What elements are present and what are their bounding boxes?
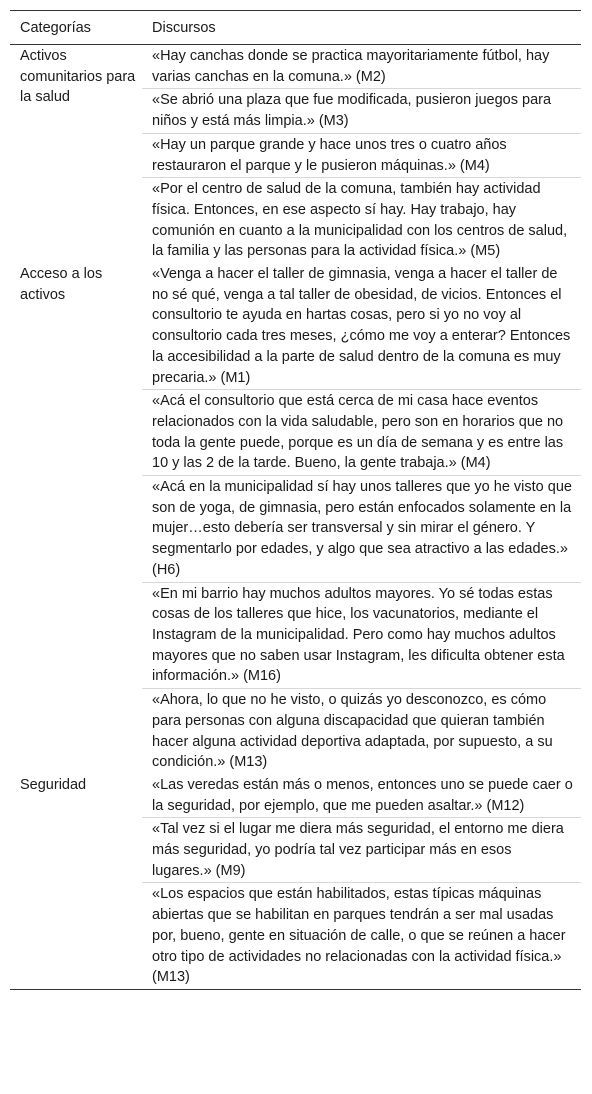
category-cell: Activos comunitarios para la salud [20,48,136,105]
quote-item: «Ahora, lo que no he visto, o quizás yo desconozco, es cómo para personas con alguna discapacidad que quieran también hacer alguna actividad deportiva adaptada, por supuesto, a su condición.» (M13) [152,692,553,771]
quote-item: «Venga a hacer el taller de gimnasia, venga a hacer el taller de no sé qué, venga a tal taller de obesidad, de vicios. Entonces el consultorio te ayuda en hartas cosas, pero si yo no voy al consultorio cada tres meses, ¿cómo me voy a enterar? Entonces la accesibilidad a la parte de salud dentro de la comuna es muy precaria.» (M1) [142,263,581,390]
quote-item: «Los espacios que están habilitados, estas típicas máquinas abiertas que se habilitan en parques tendrán a ser mal usadas por, bueno, gente en situación de calle, o que se reúnen a hacer otro tipo de actividades no relacionadas con la actividad física.» (M13) [152,886,566,986]
quote-item: «Se abrió una plaza que fue modificada, pusieron juegos para niños y está más limpia.» (M3) [142,89,581,133]
table-row [10,45,581,263]
table-row [10,774,581,989]
discourse-table [10,10,581,990]
category-cell: Acceso a los activos [20,266,103,303]
category-cell: Seguridad [20,776,87,793]
quote-item: «En mi barrio hay muchos adultos mayores. Yo sé todas estas cosas de los talleres que hice, los vacunatorios, mediante el Instagram de la municipalidad. Pero como hay muchos adultos mayores que no saben usar Instagram, les dificulta obtener esta información.» (M16) [142,583,581,690]
header-discursos: Discursos [152,19,216,36]
table-body [10,45,581,989]
quote-item: «Acá en la municipalidad sí hay unos talleres que yo he visto que son de yoga, de gimnasia, pero están enfocados solamente en la mujer…esto debería ser transversal y sin mirar el género. Y segmentarlo por edades, y algo que sea atractivo a las edades.» (H6) [142,476,581,583]
table-row [10,263,581,774]
quote-item: «Hay canchas donde se practica mayoritariamente fútbol, hay varias canchas en la comuna.» (M2) [142,45,581,89]
quotes-cell [142,774,581,989]
header-categorias: Categorías [20,19,91,36]
quotes-cell [142,45,581,263]
quote-item: «Las veredas están más o menos, entonces uno se puede caer o la seguridad, por ejemplo, que me pueden asaltar.» (M12) [142,774,581,818]
quote-item: «Por el centro de salud de la comuna, también hay actividad física. Entonces, en ese aspecto sí hay. Hay trabajo, hay comunión en cuanto a la municipalidad con los centros de salud, la familia y las personas para la actividad física.» (M5) [152,181,568,260]
table-header [10,11,581,45]
quote-item: «Acá el consultorio que está cerca de mi casa hace eventos relacionados con la vida saludable, pero son en horarios que no toda la gente puede, porque es un día de semana y es entre las 10 y las 2 de la tarde. Bueno, la gente trabaja.» (M4) [142,390,581,476]
quote-item: «Tal vez si el lugar me diera más seguridad, el entorno me diera más seguridad, yo podría tal vez participar más en esos lugares.» (M9) [142,818,581,883]
quote-item: «Hay un parque grande y hace unos tres o cuatro años restauraron el parque y le pusieron máquinas.» (M4) [142,134,581,178]
quotes-cell [142,263,581,774]
